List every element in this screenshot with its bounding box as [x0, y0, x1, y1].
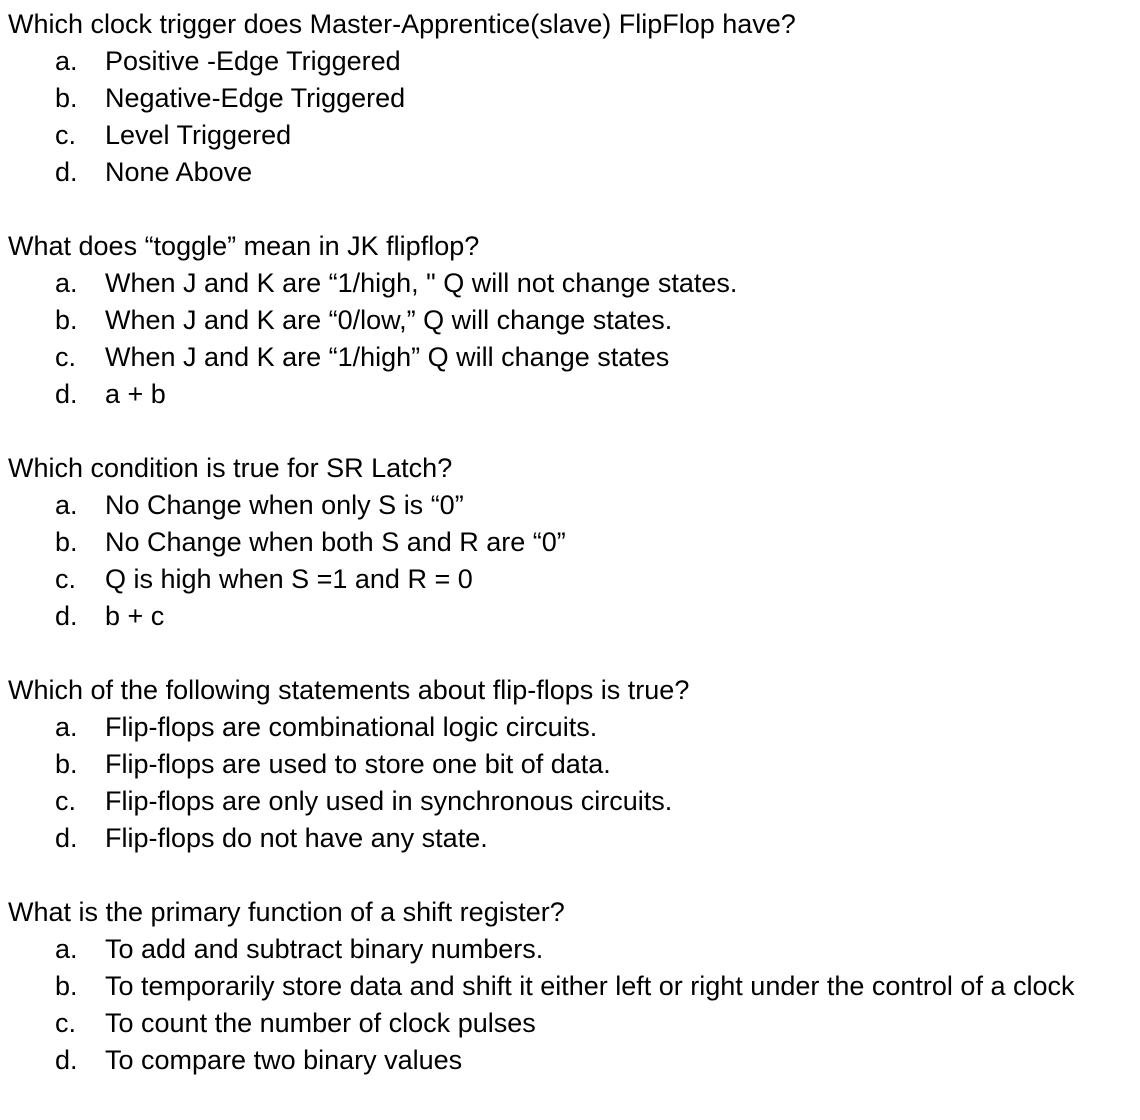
question-text: Which clock trigger does Master-Apprentice(slave) FlipFlop have?	[8, 9, 796, 39]
option-letter: b.	[55, 527, 78, 557]
option-text: Level Triggered	[105, 120, 292, 150]
option-item	[55, 265, 1130, 302]
option-text: To compare two binary values	[105, 1045, 463, 1075]
option-text: When J and K are “1/high, " Q will not change states.	[105, 268, 738, 298]
option-letter: b.	[55, 749, 78, 779]
question-text: Which of the following statements about flip-flops is true?	[8, 675, 690, 705]
option-text: No Change when both S and R are “0”	[105, 527, 566, 557]
option-item	[55, 561, 1130, 598]
option-letter: d.	[55, 1045, 78, 1075]
option-letter: c.	[55, 786, 77, 816]
question-block	[8, 450, 1130, 635]
option-letter: d.	[55, 601, 78, 631]
option-item	[55, 746, 1130, 783]
option-item	[55, 1005, 1130, 1042]
option-text: Q is high when S =1 and R = 0	[105, 564, 473, 594]
option-text: To temporarily store data and shift it either left or right under the control of a clock	[105, 971, 1075, 1001]
option-text: No Change when only S is “0”	[105, 490, 464, 520]
option-item	[55, 820, 1130, 857]
option-item	[55, 376, 1130, 413]
option-text: To count the number of clock pulses	[105, 1008, 536, 1038]
option-list	[8, 265, 1130, 413]
option-letter: c.	[55, 120, 77, 150]
option-item	[55, 117, 1130, 154]
question-text: What is the primary function of a shift register?	[8, 897, 565, 927]
option-list	[8, 43, 1130, 191]
option-text: When J and K are “1/high” Q will change states	[105, 342, 670, 372]
option-item	[55, 783, 1130, 820]
option-item	[55, 487, 1130, 524]
question-block	[8, 6, 1130, 191]
option-text: Flip-flops are only used in synchronous circuits.	[105, 786, 673, 816]
option-letter: c.	[55, 1008, 77, 1038]
option-text: Positive -Edge Triggered	[105, 46, 401, 76]
option-item	[55, 302, 1130, 339]
option-text: Negative-Edge Triggered	[105, 83, 406, 113]
option-letter: d.	[55, 379, 78, 409]
option-letter: b.	[55, 83, 78, 113]
quiz-document	[8, 6, 1130, 1116]
option-item	[55, 154, 1130, 191]
option-letter: a.	[55, 934, 78, 964]
option-item	[55, 931, 1130, 968]
option-item	[55, 524, 1130, 561]
option-letter: a.	[55, 712, 78, 742]
question-block	[8, 894, 1130, 1079]
option-text: To add and subtract binary numbers.	[105, 934, 544, 964]
option-list	[8, 709, 1130, 857]
question-block	[8, 672, 1130, 857]
question-text: What does “toggle” mean in JK flipflop?	[8, 231, 480, 261]
question-block	[8, 228, 1130, 413]
option-letter: d.	[55, 157, 78, 187]
option-letter: a.	[55, 46, 78, 76]
option-letter: b.	[55, 305, 78, 335]
option-text: Flip-flops are combinational logic circuits.	[105, 712, 598, 742]
option-list	[8, 487, 1130, 635]
option-item	[55, 43, 1130, 80]
option-text: None Above	[105, 157, 253, 187]
option-item	[55, 80, 1130, 117]
option-letter: c.	[55, 342, 77, 372]
option-list	[8, 931, 1130, 1079]
option-text: Flip-flops do not have any state.	[105, 823, 488, 853]
option-item	[55, 709, 1130, 746]
option-letter: d.	[55, 823, 78, 853]
option-text: When J and K are “0/low,” Q will change states.	[105, 305, 673, 335]
option-text: b + c	[105, 601, 165, 631]
option-letter: a.	[55, 490, 78, 520]
option-item	[55, 339, 1130, 376]
option-text: Flip-flops are used to store one bit of data.	[105, 749, 611, 779]
option-item	[55, 1042, 1130, 1079]
option-letter: c.	[55, 564, 77, 594]
option-item	[55, 968, 1130, 1005]
option-letter: a.	[55, 268, 78, 298]
option-text: a + b	[105, 379, 166, 409]
question-text: Which condition is true for SR Latch?	[8, 453, 453, 483]
option-letter: b.	[55, 971, 78, 1001]
option-item	[55, 598, 1130, 635]
